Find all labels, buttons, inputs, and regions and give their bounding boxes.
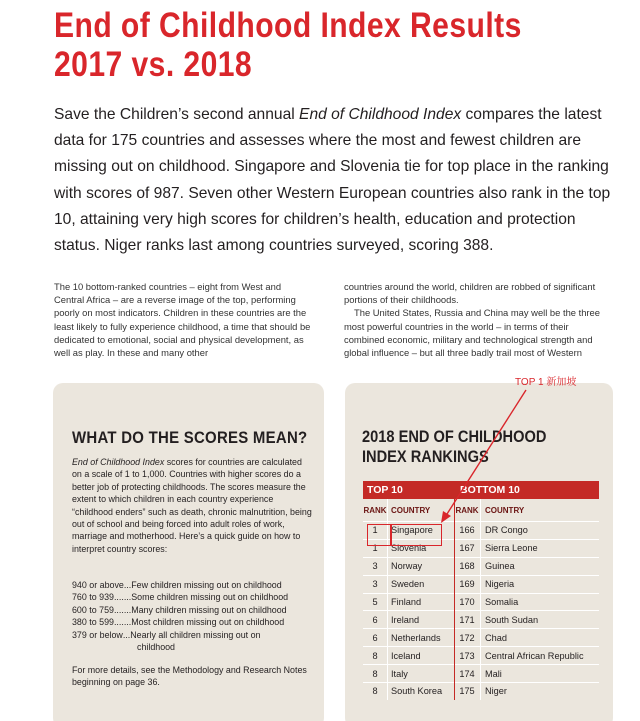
col-rank-bottom: RANK xyxy=(455,505,479,515)
top-10-label: TOP 10 xyxy=(367,484,403,496)
title-line-1: End of Childhood Index Results xyxy=(54,6,522,45)
annotation-label: TOP 1 新加坡 xyxy=(515,377,577,388)
cell-rank-bottom: 170 xyxy=(459,597,475,607)
cell-country-bottom: DR Congo xyxy=(485,525,528,536)
cell-rank-bottom: 171 xyxy=(459,614,475,625)
cell-rank-top: 3 xyxy=(372,561,378,572)
intro-paragraph: Save the Children’s second annual End of Childhood Index compares the latest data for 175 countries and assesses where the most and fewest children are missing out on childhood. Singapore and Slovenia tie for top place in the ranking with scores of 987. Seven other Western European countries also rank in the top 10, attaining very high scores for children’s health, education and protection status. Niger ranks last among countries surveyed, scoring 388. xyxy=(54,106,611,255)
cell-country-bottom: Nigeria xyxy=(485,579,515,590)
cell-country-top: Norway xyxy=(391,561,423,572)
scores-footnote: For more details, see the Methodology and Research Notes beginning on page 36. xyxy=(72,665,307,688)
cell-country-bottom: Central African Republic xyxy=(485,650,584,661)
cell-rank-top: 6 xyxy=(372,632,378,643)
cell-country-bottom: Chad xyxy=(485,632,507,643)
col-rank-top: RANK xyxy=(363,505,387,515)
cell-country-top: Singapore xyxy=(391,525,433,536)
cell-country-top: Iceland xyxy=(391,650,421,661)
body-column-right: countries around the world, children are robbed of significant portions of their childhoods. The United States, Russia and China may well be the three most powerful countries in the world – in terms of their combined economic, military and technological strength and global influence – but all three badly trail most of Western xyxy=(344,281,600,359)
bottom-10-label: BOTTOM 10 xyxy=(460,484,520,496)
cell-rank-bottom: 166 xyxy=(459,525,475,536)
cell-rank-bottom: 169 xyxy=(459,579,475,590)
cell-country-top: Italy xyxy=(391,668,408,679)
cell-country-top: Ireland xyxy=(391,614,420,625)
cell-country-bottom: Mali xyxy=(485,668,502,679)
cell-country-bottom: Guinea xyxy=(485,561,515,572)
cell-country-bottom: Niger xyxy=(485,686,507,697)
score-range-continuation: childhood xyxy=(137,642,175,653)
col-country-top: COUNTRY xyxy=(391,505,431,515)
cell-rank-top: 8 xyxy=(372,686,378,697)
cell-rank-bottom: 172 xyxy=(459,632,475,643)
cell-rank-top: 3 xyxy=(372,579,378,590)
cell-country-top: Finland xyxy=(391,597,422,607)
score-range-item: 380 to 599 ....... Most children missing out on childhood xyxy=(72,617,285,628)
cell-country-bottom: South Sudan xyxy=(485,614,539,625)
body-column-left: The 10 bottom-ranked countries – eight from West and Central Africa – are a reverse image of the top, performing poorly on most indicators. Children in these countries are the least likely to fully experience childhood, a time that should be dedicated to emotional, social and physical development, as well as play. In these and many other xyxy=(54,281,311,359)
col-country-bottom: COUNTRY xyxy=(485,505,525,515)
rankings-heading: 2018 END OF CHILDHOOD INDEX RANKINGS xyxy=(362,427,547,466)
cell-rank-bottom: 168 xyxy=(459,561,475,572)
cell-rank-top: 8 xyxy=(372,668,378,679)
cell-rank-top: 1 xyxy=(372,543,378,554)
scores-heading: WHAT DO THE SCORES MEAN? xyxy=(72,428,308,447)
cell-rank-top: 8 xyxy=(372,650,378,661)
cell-rank-top: 5 xyxy=(372,597,378,607)
title-line-2: 2017 vs. 2018 xyxy=(54,45,253,84)
cell-country-bottom: Somalia xyxy=(485,597,519,607)
cell-country-bottom: Sierra Leone xyxy=(485,543,538,554)
score-range-item: 600 to 759 ....... Many children missing out on childhood xyxy=(72,604,287,615)
cell-rank-bottom: 173 xyxy=(459,650,475,661)
cell-rank-top: 1 xyxy=(372,525,378,536)
cell-rank-bottom: 175 xyxy=(459,686,475,697)
cell-rank-bottom: 174 xyxy=(459,668,475,679)
annotation-arrow-line xyxy=(447,390,526,514)
score-range-item: 940 or above ... Few children missing out on childhood xyxy=(72,580,282,590)
cell-country-top: Slovenia xyxy=(391,543,427,554)
annotation-arrow-head xyxy=(441,511,451,523)
score-range-item: 760 to 939 ....... Some children missing out on childhood xyxy=(72,592,289,603)
cell-rank-bottom: 167 xyxy=(459,543,475,554)
cell-country-top: Netherlands xyxy=(391,632,441,643)
score-range-item: 379 or below ... Nearly all children missing out on xyxy=(72,629,261,640)
cell-country-top: Sweden xyxy=(391,579,425,590)
cell-country-top: South Korea xyxy=(391,686,443,697)
scores-description: End of Childhood Index scores for countries are calculated on a scale of 1 to 1,000. Countries with higher scores do a better job of protecting childhoods. The scores measure the extent to which children in each country experience “childhood enders” such as death, chronic malnutrition, being out of school and being forced into adult roles of work, marriage and motherhood. Here’s a quick guide on how to interpret country scores: xyxy=(72,457,312,554)
cell-rank-top: 6 xyxy=(372,614,378,625)
